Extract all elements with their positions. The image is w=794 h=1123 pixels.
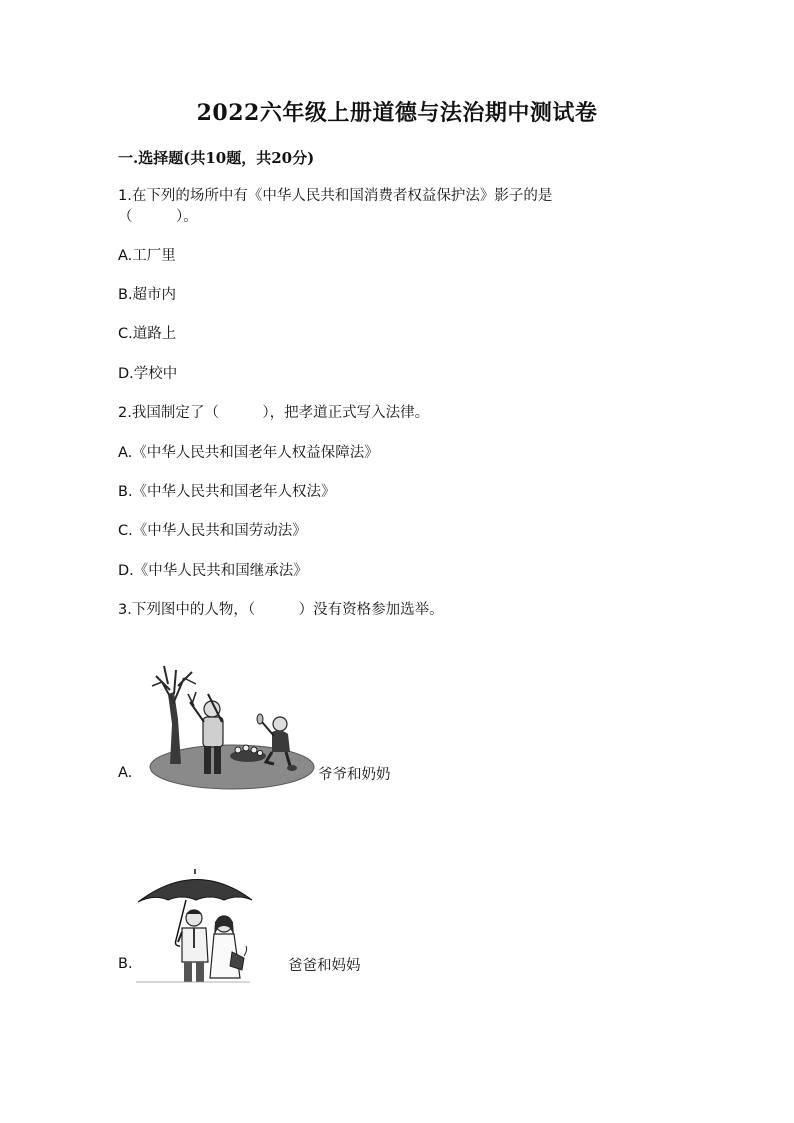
question-1-option-c: C.道路上: [118, 326, 177, 342]
question-1-stem-line-2: （ ）。: [118, 209, 198, 225]
question-1-stem-line-1: 1.在下列的场所中有《中华人民共和国消费者权益保护法》影子的是: [118, 188, 553, 204]
question-3-option-b-letter: B.: [118, 956, 133, 972]
question-1-option-b: B.超市内: [118, 287, 177, 303]
question-2-option-c: C.《中华人民共和国劳动法》: [118, 523, 307, 539]
question-3-option-a-caption: 爷爷和奶奶: [318, 767, 391, 783]
question-3-option-b-caption: 爸爸和妈妈: [288, 958, 361, 974]
question-3-stem: 3.下列图中的人物，（ ）没有资格参加选举。: [118, 602, 444, 618]
question-3-option-a-letter: A.: [118, 765, 133, 781]
grandparents-gardening-illustration: [148, 664, 316, 794]
section-heading: 一.选择题(共10题，共20分): [118, 149, 315, 167]
question-2-stem: 2.我国制定了（ ），把孝道正式写入法律。: [118, 405, 430, 421]
question-1-option-d: D.学校中: [118, 366, 178, 382]
question-2-option-b: B.《中华人民共和国老年人权法》: [118, 484, 336, 500]
question-2-option-a: A.《中华人民共和国老年人权益保障法》: [118, 445, 379, 461]
parents-umbrella-illustration: [136, 866, 288, 986]
page-title: 2022六年级上册道德与法治期中测试卷: [196, 100, 598, 126]
question-1-option-a: A.工厂里: [118, 248, 176, 264]
question-2-option-d: D.《中华人民共和国继承法》: [118, 563, 308, 579]
